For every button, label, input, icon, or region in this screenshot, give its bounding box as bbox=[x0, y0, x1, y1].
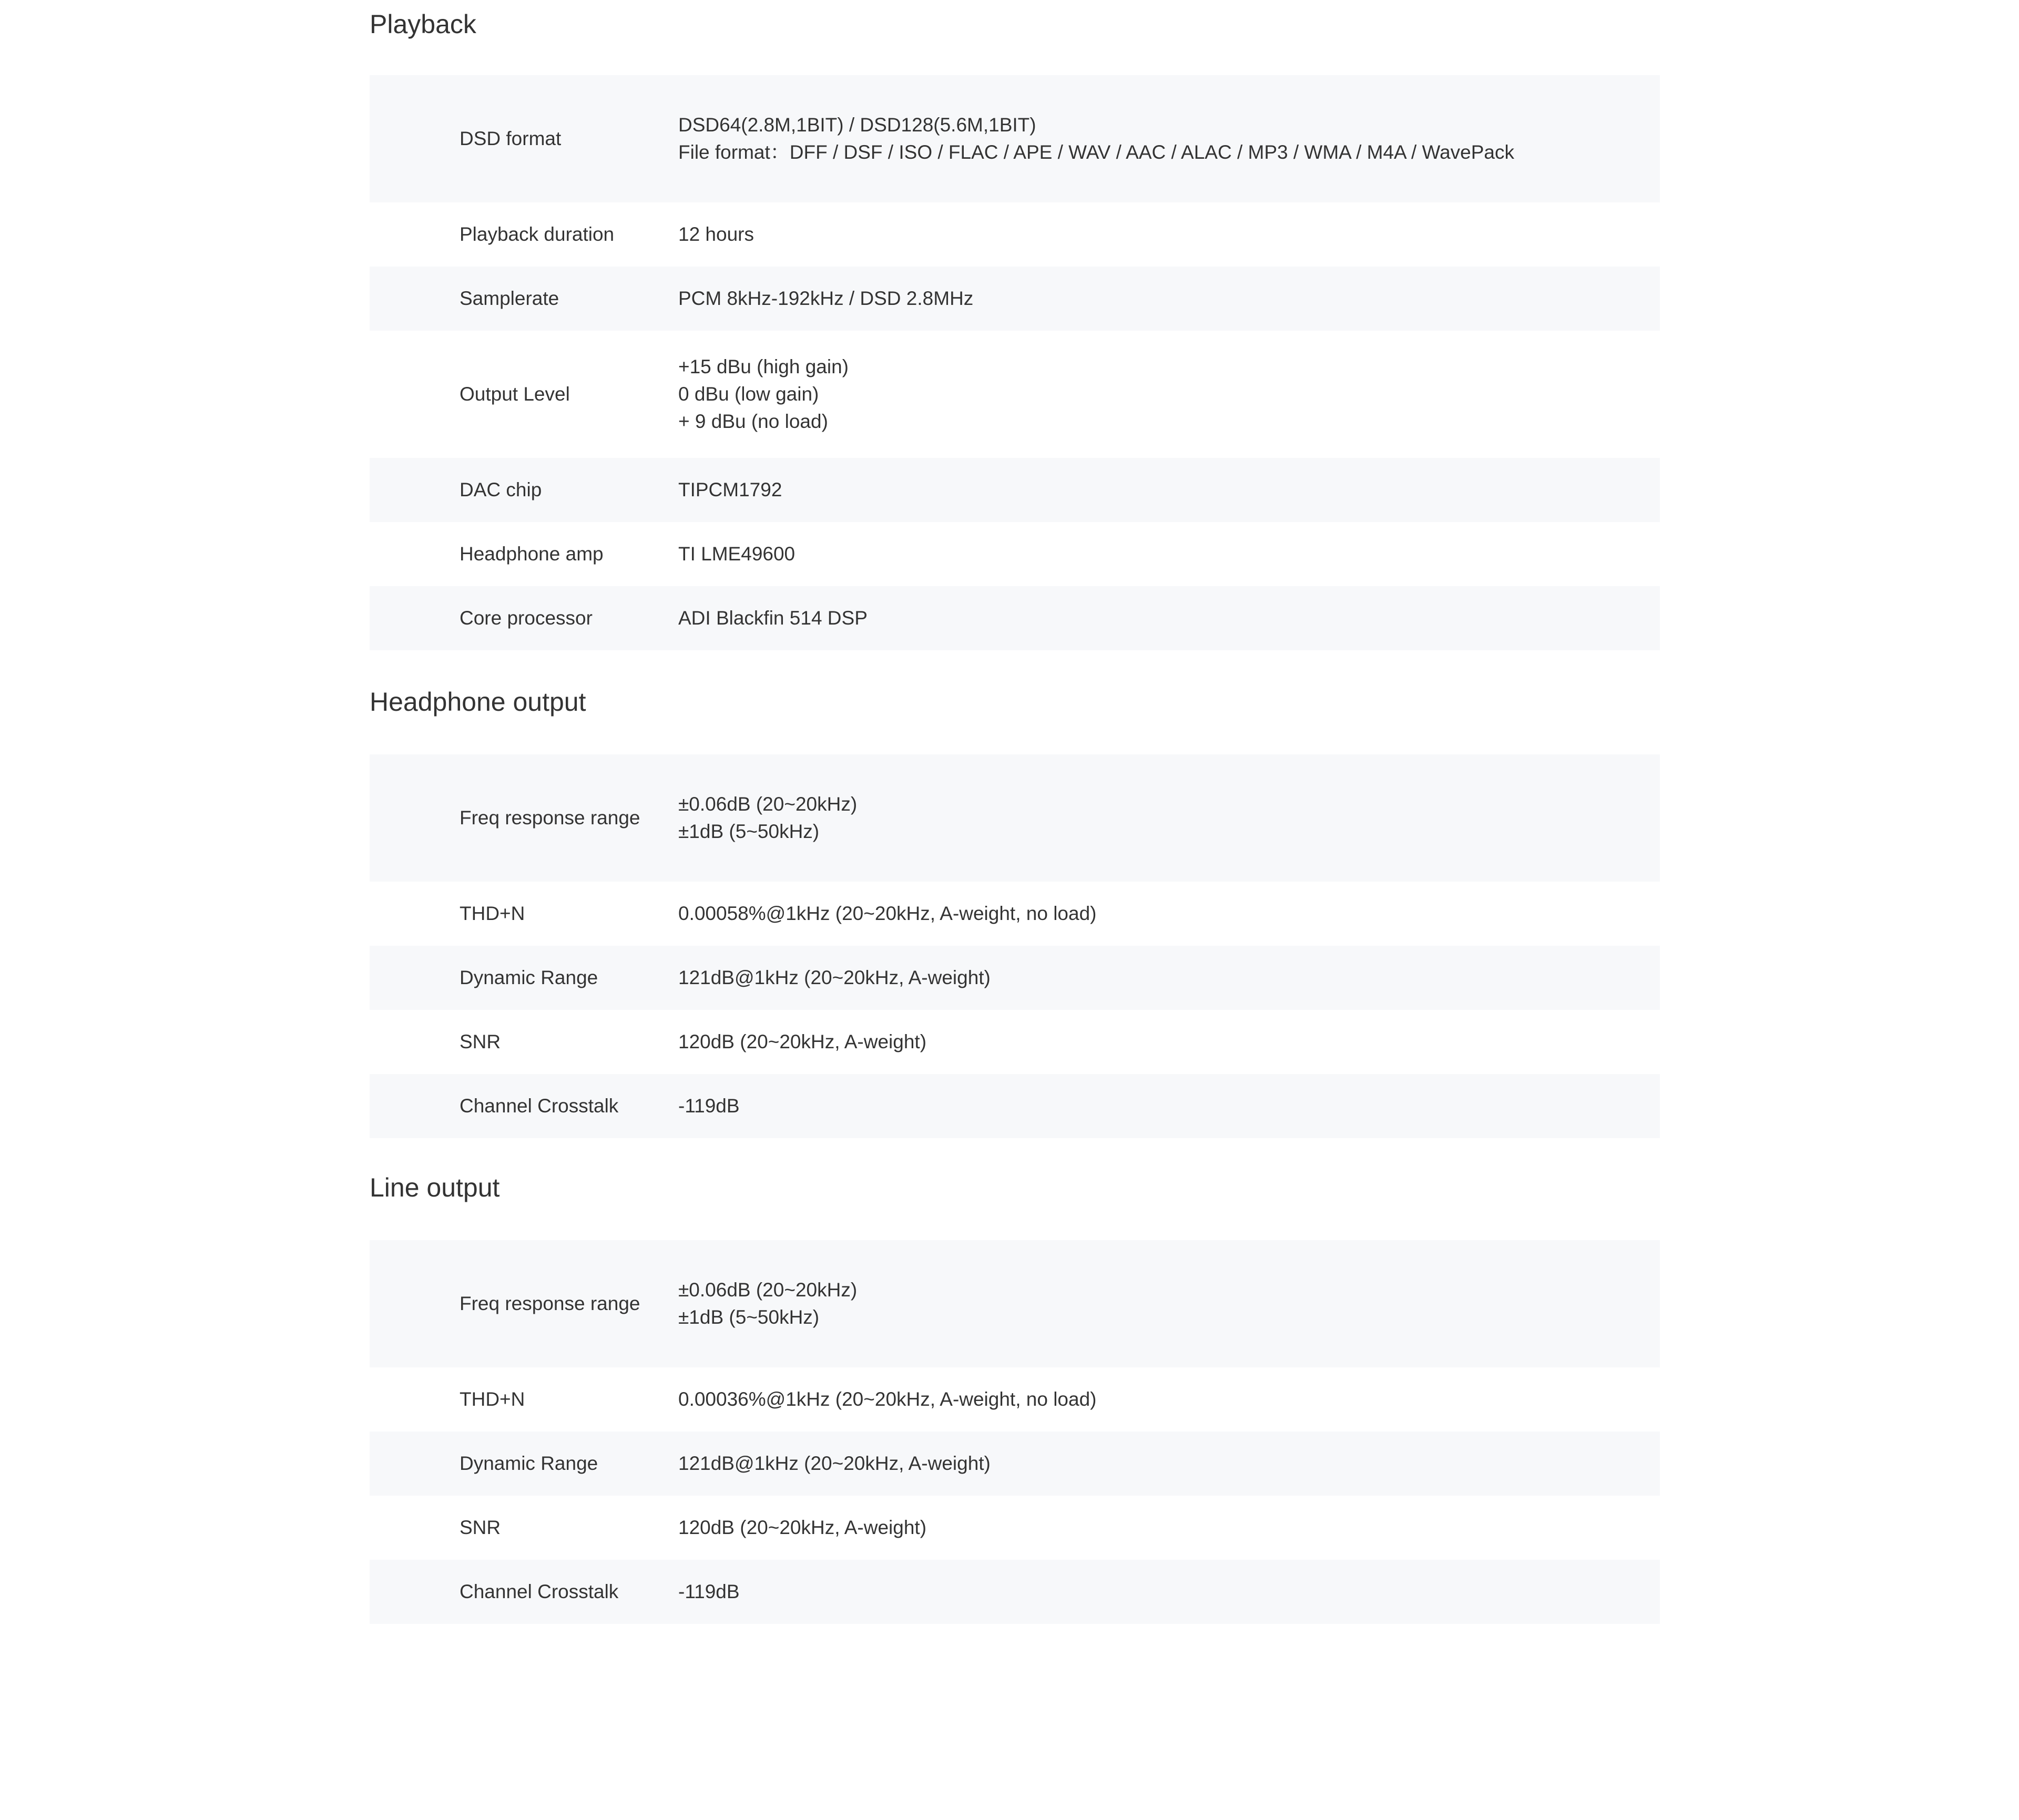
spec-value: TIPCM1792 bbox=[678, 479, 782, 500]
spec-container bbox=[370, 0, 1660, 1624]
spec-label: Playback duration bbox=[460, 223, 615, 245]
spec-label: Headphone amp bbox=[460, 543, 604, 565]
spec-label: Dynamic Range bbox=[460, 967, 598, 988]
spec-row bbox=[370, 522, 1660, 586]
spec-value: -119dB bbox=[678, 1581, 740, 1602]
spec-value: DSD64(2.8M,1BIT) / DSD128(5.6M,1BIT) File format：DFF / DSF / ISO / FLAC / APE / WAV / AAC / ALAC / MP3 / WMA / M4A / WavePack bbox=[678, 114, 1514, 163]
spec-value: 120dB (20~20kHz, A-weight) bbox=[678, 1517, 927, 1538]
spec-value: 120dB (20~20kHz, A-weight) bbox=[678, 1031, 927, 1052]
spec-label: Channel Crosstalk bbox=[460, 1581, 619, 1602]
spec-value: ADI Blackfin 514 DSP bbox=[678, 607, 868, 629]
spec-row bbox=[370, 1074, 1660, 1138]
spec-row bbox=[370, 267, 1660, 331]
spec-label: DAC chip bbox=[460, 479, 542, 500]
spec-row bbox=[370, 1367, 1660, 1432]
spec-row bbox=[370, 331, 1660, 458]
spec-value: TI LME49600 bbox=[678, 543, 796, 565]
spec-row bbox=[370, 586, 1660, 650]
spec-label: Freq response range bbox=[460, 1293, 640, 1314]
spec-table-line-output bbox=[370, 1240, 1660, 1624]
spec-row bbox=[370, 202, 1660, 267]
spec-value: 0.00058%@1kHz (20~20kHz, A-weight, no load) bbox=[678, 903, 1097, 924]
section-title-line-output: Line output bbox=[370, 1173, 500, 1202]
spec-value: 121dB@1kHz (20~20kHz, A-weight) bbox=[678, 967, 991, 988]
spec-value: PCM 8kHz-192kHz / DSD 2.8MHz bbox=[678, 288, 974, 309]
spec-value: 121dB@1kHz (20~20kHz, A-weight) bbox=[678, 1453, 991, 1474]
spec-row bbox=[370, 1496, 1660, 1560]
spec-row bbox=[370, 1432, 1660, 1496]
spec-label: THD+N bbox=[460, 1388, 525, 1410]
spec-value: ±0.06dB (20~20kHz) ±1dB (5~50kHz) bbox=[678, 793, 858, 842]
spec-label: Samplerate bbox=[460, 288, 559, 309]
spec-table-playback bbox=[370, 75, 1660, 650]
spec-row bbox=[370, 458, 1660, 522]
spec-label: Channel Crosstalk bbox=[460, 1095, 619, 1117]
spec-label: Output Level bbox=[460, 383, 570, 405]
spec-label: THD+N bbox=[460, 903, 525, 924]
spec-label: Freq response range bbox=[460, 807, 640, 829]
spec-row bbox=[370, 1010, 1660, 1074]
spec-row bbox=[370, 946, 1660, 1010]
section-title-headphone-output: Headphone output bbox=[370, 687, 586, 717]
spec-row bbox=[370, 754, 1660, 882]
spec-row bbox=[370, 1240, 1660, 1367]
spec-label: SNR bbox=[460, 1517, 501, 1538]
spec-label: SNR bbox=[460, 1031, 501, 1052]
spec-label: DSD format bbox=[460, 128, 562, 149]
spec-row bbox=[370, 75, 1660, 202]
spec-value: 12 hours bbox=[678, 223, 754, 245]
spec-value: ±0.06dB (20~20kHz) ±1dB (5~50kHz) bbox=[678, 1279, 858, 1328]
section-title-playback: Playback bbox=[370, 9, 476, 39]
spec-label: Core processor bbox=[460, 607, 593, 629]
spec-row bbox=[370, 882, 1660, 946]
spec-value: -119dB bbox=[678, 1095, 740, 1117]
spec-table-headphone-output bbox=[370, 754, 1660, 1138]
spec-label: Dynamic Range bbox=[460, 1453, 598, 1474]
spec-value: +15 dBu (high gain) 0 dBu (low gain) + 9 dBu (no load) bbox=[678, 356, 849, 432]
spec-row bbox=[370, 1560, 1660, 1624]
spec-value: 0.00036%@1kHz (20~20kHz, A-weight, no load) bbox=[678, 1388, 1097, 1410]
